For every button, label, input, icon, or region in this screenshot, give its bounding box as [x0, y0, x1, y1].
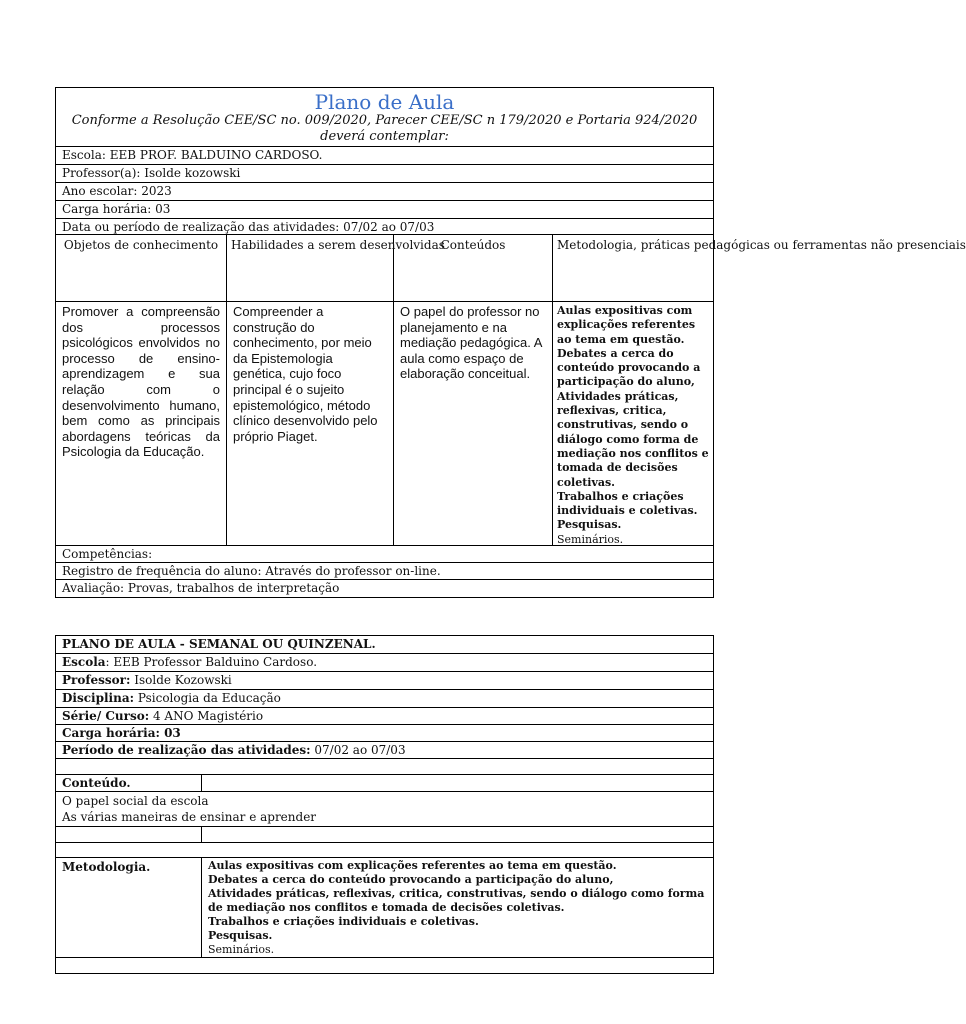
grade-label: Série/ Curso:: [62, 709, 150, 723]
period-row: [56, 742, 713, 759]
header-objetos: Objetos de conhecimento: [56, 235, 227, 301]
school-label: Escola: [62, 655, 106, 669]
content-row: [56, 792, 713, 827]
content-line: As várias maneiras de ensinar e aprender: [62, 810, 317, 824]
attendance-row: Registro de frequência do aluno: Através do professor on-line.: [56, 563, 713, 580]
methodology-text: [202, 858, 713, 957]
grade-value: 4 ANO Magistério: [149, 709, 264, 723]
subject-row: [56, 690, 713, 708]
teacher-row: [56, 672, 713, 690]
header-conteudos: Conteúdos: [394, 235, 553, 301]
header-metodologia: Metodologia, práticas pedagógicas ou ferramentas não presenciais: [557, 238, 966, 252]
content-empty-row: [56, 827, 713, 843]
method-line: Aulas expositivas com explicações referentes ao tema em questão.: [208, 859, 617, 872]
content-empty-cell: [56, 827, 202, 842]
columns-header-row: [56, 235, 966, 302]
period-row: Data ou período de realização das atividades: 07/02 ao 07/03: [56, 219, 713, 235]
header-habilidades: Habilidades a serem desenvolvidas: [227, 235, 394, 301]
method-line: Pesquisas.: [208, 929, 273, 942]
teacher-value: Isolde Kozowski: [130, 673, 232, 687]
evaluation-row: Avaliação: Provas, trabalhos de interpretação: [62, 581, 340, 595]
method-line: Aulas expositivas com explicações referentes ao tema em questão.: [557, 304, 696, 346]
method-line: Debates a cerca do conteúdo provocando a participação do aluno,: [557, 346, 701, 389]
footer-empty-row: [56, 958, 713, 973]
period-label: Período de realização das atividades:: [62, 743, 311, 757]
content-line: O papel social da escola: [62, 794, 209, 808]
school-year-row: Ano escolar: 2023: [56, 183, 713, 201]
content-label: Conteúdo.: [56, 775, 202, 791]
teacher-row: Professor(a): Isolde kozowski: [56, 165, 713, 183]
content-label-row: [56, 775, 713, 792]
competencias-row: Competências:: [56, 546, 713, 563]
cell-habilidades: Compreender a construção do conhecimento, por meio da Epistemologia genética, cujo foco principal é o sujeito epistemológico, método clínico desenvolvido pelo próprio Piaget.: [227, 302, 394, 545]
method-line: Debates a cerca do conteúdo provocando a participação do aluno,: [208, 873, 614, 886]
plan-subtitle-line1: Conforme a Resolução CEE/SC no. 009/2020, Parecer CEE/SC n 179/2020 e Portaria 924/2020: [71, 113, 698, 128]
method-line: Trabalhos e criações individuais e coletivas.: [557, 489, 698, 518]
method-line: Seminários.: [208, 943, 275, 956]
school-row: Escola: EEB PROF. BALDUINO CARDOSO.: [56, 147, 713, 165]
methodology-label: Metodologia.: [56, 858, 202, 957]
workload-row: Carga horária: 03: [56, 201, 713, 219]
method-line: Trabalhos e criações individuais e coletivas.: [208, 915, 479, 928]
cell-conteudos: O papel do professor no planejamento e na mediação pedagógica. A aula como espaço de elaboração conceitual.: [394, 302, 553, 545]
period-value: 07/02 ao 07/03: [310, 743, 406, 757]
method-line: Seminários.: [557, 532, 624, 546]
columns-content-row: [56, 302, 713, 546]
school-row: [56, 654, 713, 672]
empty-row: [56, 759, 713, 775]
weekly-plan-title: PLANO DE AULA - SEMANAL OU QUINZENAL.: [56, 636, 713, 654]
subject-value: Psicologia da Educação: [134, 691, 281, 705]
school-value: : EEB Professor Balduino Cardoso.: [105, 655, 318, 669]
cell-metodologia: [553, 302, 713, 545]
method-line: Atividades práticas, reflexivas, critica, construtivas, sendo o diálogo como forma de mediação nos conflitos e tomada de decisões coletivas.: [557, 389, 709, 489]
weekly-plan-table: [55, 635, 714, 974]
plan-subtitle-line2: deverá contemplar:: [320, 129, 449, 144]
teacher-label: Professor:: [62, 673, 131, 687]
plan-title: Plano de Aula: [314, 90, 455, 114]
spacer-row: [56, 843, 713, 858]
plan-header: [56, 88, 713, 147]
lesson-plan-table: [55, 87, 966, 598]
methodology-row: [56, 858, 713, 958]
method-line: Atividades práticas, reflexivas, critica, construtivas, sendo o diálogo como forma de mediação nos conflitos e tomada de decisões coletivas.: [208, 887, 705, 914]
subject-label: Disciplina:: [62, 691, 135, 705]
grade-row: [56, 708, 713, 725]
method-line: Pesquisas.: [557, 518, 622, 532]
cell-objetos: Promover a compreensão dos processos psicológicos envolvidos no processo de ensino-aprendizagem e sua relação com o desenvolvimento humano, bem como as principais abordagens teóricas da Psicologia da Educação.: [56, 302, 227, 545]
workload-row: Carga horária: 03: [56, 725, 713, 742]
